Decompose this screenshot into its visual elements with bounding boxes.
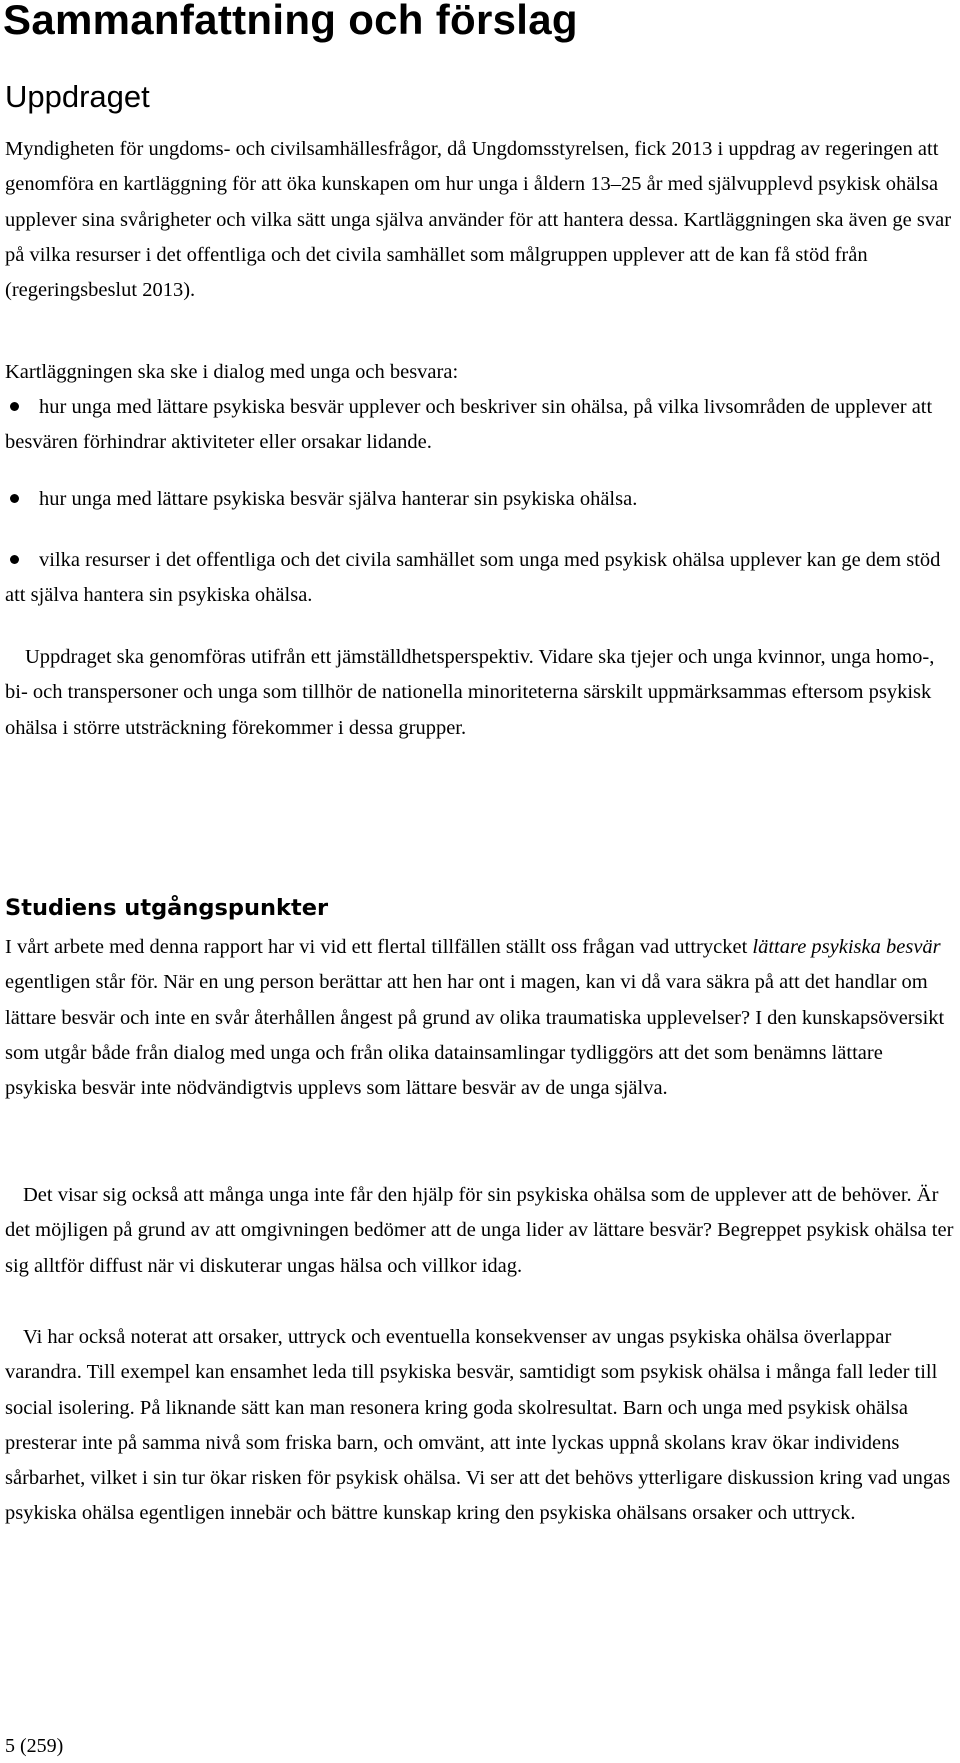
paragraph-orsaker: Vi har också noterat att orsaker, uttryck och eventuella konsekvenser av ungas psykiska ohälsa överlappar varandra. Till exempel kan ensamhet leda till psykiska besvär, samtidigt som psykisk ohälsa i många fall leder till social isolering. På liknande sätt kan man resonera kring goda skolresultat. Barn och unga med psykisk ohälsa presterar inte på samma nivå som friska barn, och omvänt, att inte lyckas uppnå skolans krav ökar individens sårbarhet, vilket i sin tur ökar risken för psykisk ohälsa. Vi ser att det behövs ytterligare diskussion kring vad ungas psykiska ohälsa egentligen innebär och bättre kunskap kring den psykiska ohälsans orsaker och uttryck. (5, 1326, 951, 1525)
list-item (5, 390, 955, 461)
question-list (5, 543, 955, 614)
section-heading-uppdraget: Uppdraget (5, 79, 150, 114)
list-item-text: hur unga med lättare psykiska besvär själva hanterar sin psykiska ohälsa. (39, 488, 638, 510)
paragraph-lattare-besvar: I vårt arbete med denna rapport har vi vid ett flertal tillfällen ställt oss frågan vad uttrycket lättare psykiska besvär egentligen står för. När en ung person berättar att hen har ont i magen, kan vi då vara säkra på att det handlar om lättare besvär och inte en svår återhållen ångest på grund av olika traumatiska upplevelser? I den kunskapsöversikt som utgår både från dialog med unga och från olika datainsamlingar tydliggörs att det som benämns lättare psykiska besvär inte nödvändigtvis upplevs som lättare besvär av de unga själva. (5, 936, 945, 1100)
page-number: 5 (259) (5, 1735, 64, 1757)
italic-term: lättare psykiska besvär (752, 936, 941, 958)
list-item (5, 482, 955, 517)
paragraph-uppdraget-intro: Myndigheten för ungdoms- och civilsamhällesfrågor, då Ungdomsstyrelsen, fick 2013 i uppdrag av regeringen att genomföra en kartläggning för att öka kunskapen om hur unga i åldern 13–25 år med självupplevd psykisk ohälsa upplever sina svårigheter och vilka sätt unga själva använder för att hantera dessa. Kartläggningen ska även ge svar på vilka resurser i det offentliga och det civila samhället som målgruppen upplever att de kan få stöd från (regeringsbeslut 2013). (5, 138, 952, 302)
bullet-icon (10, 555, 19, 564)
bullet-icon (10, 402, 19, 411)
page-title: Sammanfattning och förslag (3, 0, 578, 43)
paragraph-dialog-intro: Kartläggningen ska ske i dialog med unga och besvara: (5, 361, 459, 383)
paragraph-hjalp: Det visar sig också att många unga inte får den hjälp för sin psykiska ohälsa som de upplever att de behöver. Är det möjligen på grund av att omgivningen bedömer att de unga lider av lättare besvär? Begreppet psykisk ohälsa ter sig alltför diffust när vi diskuterar ungas hälsa och villkor idag. (5, 1184, 954, 1277)
list-item-text: vilka resurser i det offentliga och det civila samhället som unga med psykisk ohälsa upplever kan ge dem stöd att själva hantera sin psykiska ohälsa. (5, 549, 941, 607)
list-item-text: hur unga med lättare psykiska besvär upplever och beskriver sin ohälsa, på vilka livsområden de upplever att besvären förhindrar aktiviteter eller orsakar lidande. (5, 396, 933, 454)
paragraph-jamstalldhet: Uppdraget ska genomföras utifrån ett jämställdhetsperspektiv. Vidare ska tjejer och unga kvinnor, unga homo-, bi- och transpersoner och unga som tillhör de nationella minoriteterna särskilt uppmärksammas eftersom psykisk ohälsa i större utsträckning förekommer i dessa grupper. (5, 646, 935, 739)
question-list (5, 482, 955, 517)
bullet-icon (10, 494, 19, 503)
list-item (5, 543, 955, 614)
question-list (5, 390, 955, 461)
section-heading-utgangspunkter: Studiens utgångspunkter (5, 895, 329, 921)
